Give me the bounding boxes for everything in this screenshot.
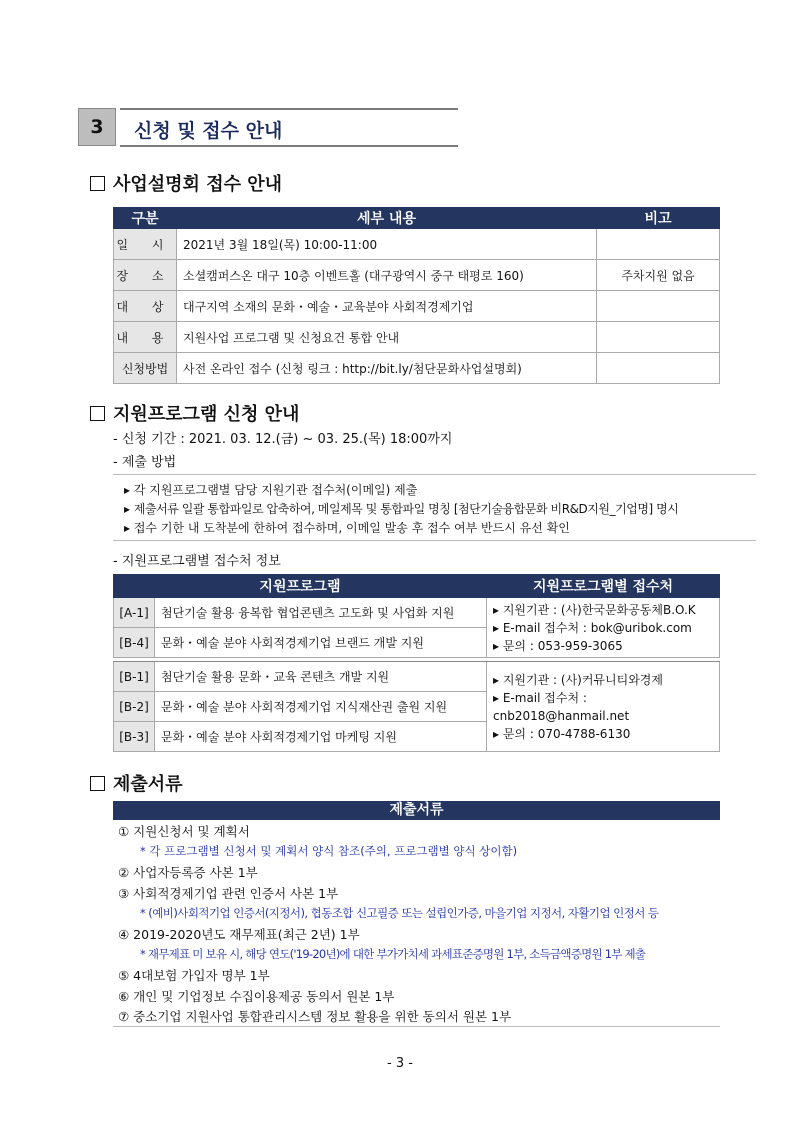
triangle-bullet-icon: ▸	[493, 638, 503, 653]
triangle-bullet-icon: ▸	[493, 602, 503, 617]
document-item: ⑤ 4대보험 가입자 명부 1부	[118, 968, 270, 983]
section-rule-top	[120, 108, 458, 110]
program-code: [B-2]	[114, 692, 155, 722]
triangle-bullet-icon: ▸	[493, 690, 503, 705]
row-label: 일 시	[114, 229, 177, 260]
document-item: ④ 2019-2020년도 재무제표(최근 2년) 1부	[118, 927, 360, 942]
documents-heading	[90, 770, 183, 796]
triangle-bullet-icon: ▸	[493, 672, 503, 687]
table-row	[114, 662, 720, 692]
document-item: ② 사업자등록증 사본 1부	[118, 865, 258, 880]
divider	[113, 540, 756, 541]
triangle-bullet-icon: ▸	[493, 726, 503, 741]
contact-line: ▸ 지원기관 : (사)커뮤니티와경제	[493, 672, 663, 687]
row-detail: 사전 온라인 접수 (신청 링크 : http://bit.ly/첨단문화사업설명회)	[177, 353, 597, 384]
section-number: 3	[78, 108, 116, 146]
program-name: 문화・예술 분야 사회적경제기업 지식재산권 출원 지원	[155, 692, 487, 722]
triangle-bullet-icon: ▸	[124, 521, 134, 535]
document-note: * 재무제표 미 보유 시, 해당 연도('19-20년)에 대한 부가가치세 과세표준증명원 1부, 소득금액증명원 1부 제출	[140, 947, 646, 961]
checkbox-square-icon	[90, 776, 105, 791]
col-header: 비고	[597, 208, 720, 229]
triangle-bullet-icon: ▸	[493, 620, 503, 635]
divider	[113, 474, 756, 475]
program-code: [A-1]	[114, 598, 155, 628]
row-label: 대 상	[114, 291, 177, 322]
contact-line: ▸ 문의 : 070-4788-6130	[493, 726, 631, 741]
contact-cell	[487, 662, 720, 752]
page-number: - 3 -	[387, 1056, 413, 1071]
documents-heading-text: 제출서류	[113, 774, 183, 795]
contact-line: ▸ 문의 : 053-959-3065	[493, 638, 623, 653]
row-note	[597, 322, 720, 353]
contact-line: ▸ E-mail 접수처 : bok@uribok.com	[493, 620, 692, 635]
row-note	[597, 353, 720, 384]
row-detail: 대구지역 소재의 문화・예술・교육분야 사회적경제기업	[177, 291, 597, 322]
contact-cell	[487, 598, 720, 658]
table-row	[114, 229, 720, 260]
row-detail: 소셜캠퍼스온 대구 10층 이벤트홀 (대구광역시 중구 태평로 160)	[177, 260, 597, 291]
section-title: 신청 및 접수 안내	[134, 120, 283, 142]
row-note	[597, 229, 720, 260]
col-header: 세부 내용	[177, 208, 597, 229]
program-name: 문화・예술 분야 사회적경제기업 브랜드 개발 지원	[155, 628, 487, 658]
section-rule-bottom	[120, 145, 458, 147]
submission-method-label: - 제출 방법	[113, 455, 177, 470]
program-code: [B-1]	[114, 662, 155, 692]
contact-table	[113, 574, 720, 752]
divider	[113, 1026, 720, 1027]
row-note	[597, 291, 720, 322]
document-item: ① 지원신청서 및 계획서	[118, 824, 250, 839]
contact-line: ▸ E-mail 접수처 : cnb2018@hanmail.net	[493, 690, 630, 723]
document-item: ⑥ 개인 및 기업정보 수집이용제공 동의서 원본 1부	[118, 989, 395, 1004]
program-code: [B-4]	[114, 628, 155, 658]
table-row	[114, 598, 720, 628]
triangle-bullet-icon: ▸	[124, 483, 134, 497]
col-header: 지원프로그램별 접수처	[487, 575, 720, 598]
table-row	[114, 322, 720, 353]
checkbox-square-icon	[90, 406, 105, 421]
document-item: ③ 사회적경제기업 관련 인증서 사본 1부	[118, 886, 339, 901]
row-label: 내 용	[114, 322, 177, 353]
col-header: 지원프로그램	[114, 575, 487, 598]
briefing-table	[113, 207, 720, 384]
program-name: 첨단기술 활용 문화・교육 콘텐츠 개발 지원	[155, 662, 487, 692]
contact-info-label: - 지원프로그램별 접수처 정보	[113, 554, 281, 569]
row-detail: 2021년 3월 18일(목) 10:00-11:00	[177, 229, 597, 260]
program-code: [B-3]	[114, 722, 155, 752]
row-label: 신청방법	[114, 353, 177, 384]
bullet-item: ▸ 제출서류 일괄 통합파일로 압축하여, 메일제목 및 통합파일 명칭 [첨단기술융합문화 비R&D지원_기업명] 명시	[124, 502, 679, 516]
table-header-row	[114, 208, 720, 229]
application-heading-text: 지원프로그램 신청 안내	[113, 404, 300, 425]
application-heading	[90, 400, 299, 426]
program-name: 첨단기술 활용 융복합 협업콘텐츠 고도화 및 사업화 지원	[155, 598, 487, 628]
col-header: 구분	[114, 208, 177, 229]
briefing-heading	[90, 170, 282, 196]
checkbox-square-icon	[90, 176, 105, 191]
table-row	[114, 353, 720, 384]
triangle-bullet-icon: ▸	[124, 502, 134, 516]
row-note: 주차지원 없음	[597, 260, 720, 291]
table-header-row	[114, 575, 720, 598]
row-detail: 지원사업 프로그램 및 신청요건 통합 안내	[177, 322, 597, 353]
application-period: - 신청 기간 : 2021. 03. 12.(금) ~ 03. 25.(목) 18:00까지	[113, 432, 453, 447]
document-note: * (예비)사회적기업 인증서(지정서), 협동조합 신고필증 또는 설립인가증, 마을기업 지정서, 자활기업 인정서 등	[140, 906, 659, 920]
table-row	[114, 291, 720, 322]
row-label: 장 소	[114, 260, 177, 291]
briefing-heading-text: 사업설명회 접수 안내	[113, 174, 283, 195]
bullet-item: ▸ 각 지원프로그램별 담당 지원기관 접수처(이메일) 제출	[124, 483, 418, 497]
bullet-item: ▸ 접수 기한 내 도착분에 한하여 접수하며, 이메일 발송 후 접수 여부 반드시 유선 확인	[124, 521, 570, 535]
table-row	[114, 260, 720, 291]
contact-line: ▸ 지원기관 : (사)한국문화공동체B.O.K	[493, 602, 696, 617]
document-item: ⑦ 중소기업 지원사업 통합관리시스템 정보 활용을 위한 동의서 원본 1부	[118, 1009, 512, 1024]
document-note: * 각 프로그램별 신청서 및 계획서 양식 참조(주의, 프로그램별 양식 상이함)	[140, 844, 518, 858]
program-name: 문화・예술 분야 사회적경제기업 마케팅 지원	[155, 722, 487, 752]
documents-table-title: 제출서류	[113, 801, 720, 820]
